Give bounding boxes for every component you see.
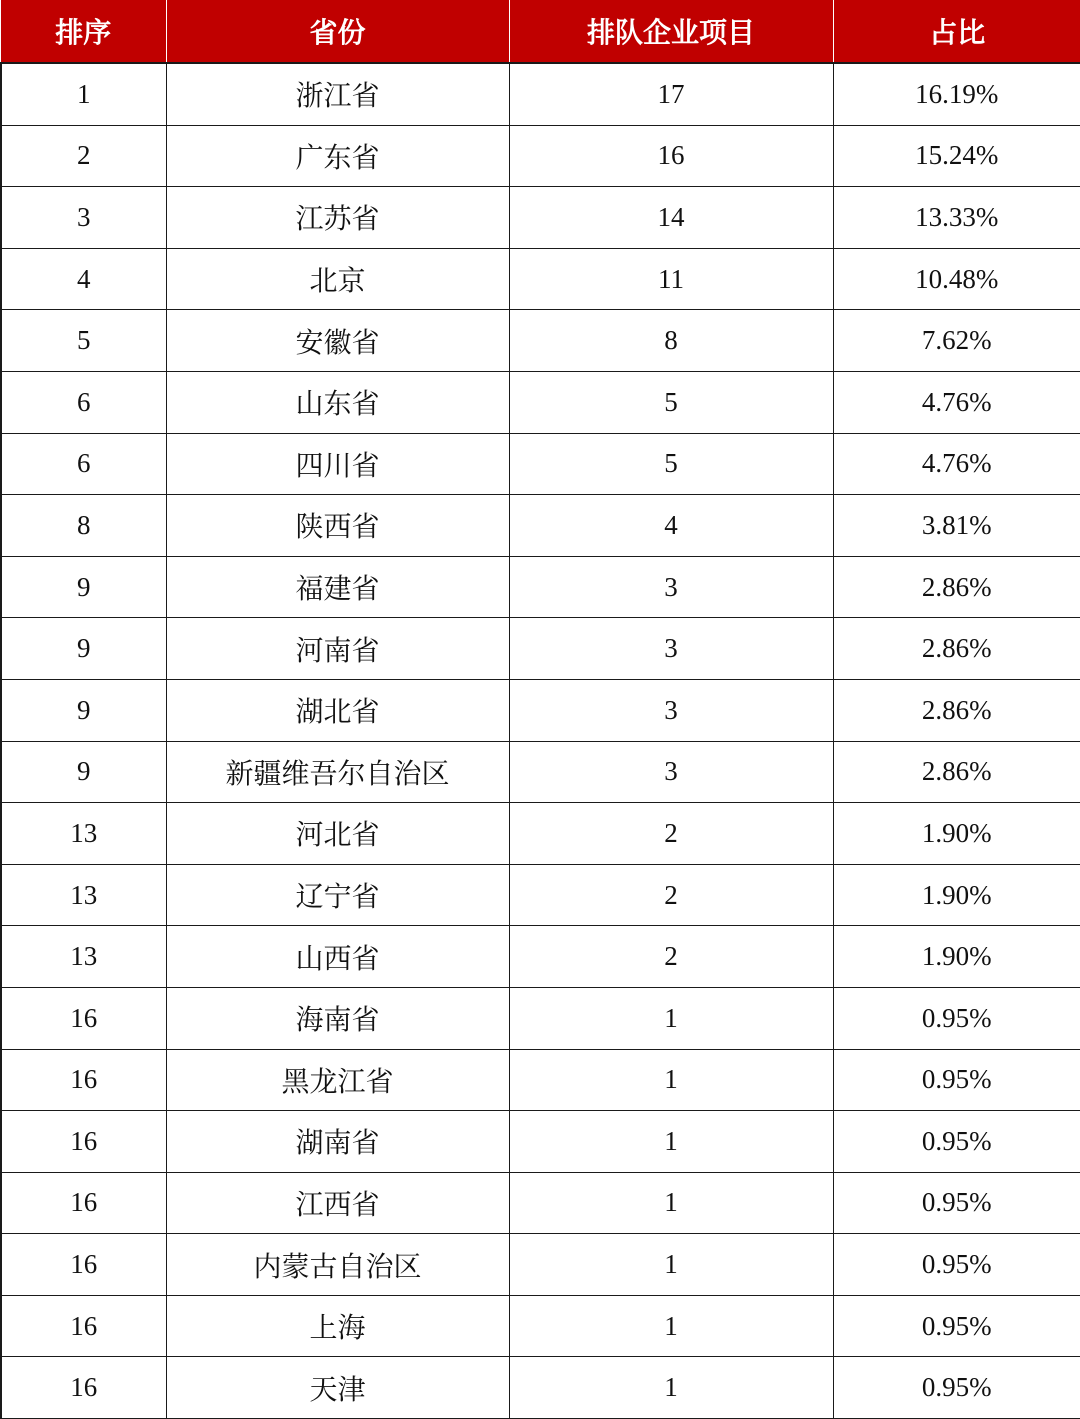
queued-projects-cell: 1 [509,1049,833,1111]
queued-projects-cell: 1 [509,1357,833,1419]
rank-cell: 9 [1,741,166,803]
header-row [1,0,1080,63]
share-cell: 0.95% [833,987,1080,1049]
table-row [1,987,1080,1049]
table-row [1,1234,1080,1296]
queued-projects-cell: 2 [509,864,833,926]
queued-projects-cell: 2 [509,926,833,988]
rank-cell: 3 [1,187,166,249]
province-cell: 山西省 [166,926,509,988]
province-cell: 内蒙古自治区 [166,1234,509,1296]
queued-projects-cell: 4 [509,495,833,557]
rank-cell: 16 [1,1172,166,1234]
rank-cell: 16 [1,1295,166,1357]
queued-projects-cell: 3 [509,618,833,680]
share-cell: 2.86% [833,679,1080,741]
table-row [1,125,1080,187]
queued-projects-cell: 1 [509,1172,833,1234]
queued-projects-cell: 1 [509,987,833,1049]
rank-cell: 6 [1,433,166,495]
province-cell: 江苏省 [166,187,509,249]
share-cell: 2.86% [833,618,1080,680]
rank-cell: 16 [1,1049,166,1111]
rank-cell: 16 [1,1357,166,1419]
queued-projects-cell: 14 [509,187,833,249]
share-cell: 2.86% [833,556,1080,618]
table-row [1,248,1080,310]
share-cell: 2.86% [833,741,1080,803]
table-row [1,495,1080,557]
queued-projects-cell: 8 [509,310,833,372]
table-row [1,433,1080,495]
province-cell: 广东省 [166,125,509,187]
table-row [1,618,1080,680]
province-cell: 天津 [166,1357,509,1419]
rank-cell: 9 [1,679,166,741]
rank-cell: 16 [1,1111,166,1173]
province-cell: 海南省 [166,987,509,1049]
rank-cell: 9 [1,618,166,680]
table-row [1,556,1080,618]
table-row [1,864,1080,926]
queued-projects-cell: 5 [509,371,833,433]
province-cell: 安徽省 [166,310,509,372]
rank-cell: 16 [1,1234,166,1296]
province-cell: 北京 [166,248,509,310]
province-cell: 福建省 [166,556,509,618]
table-row [1,803,1080,865]
share-cell: 3.81% [833,495,1080,557]
table-row [1,741,1080,803]
queued-projects-cell: 1 [509,1295,833,1357]
table-row [1,371,1080,433]
province-cell: 湖南省 [166,1111,509,1173]
rank-cell: 13 [1,803,166,865]
header-province: 省份 [166,0,509,63]
share-cell: 0.95% [833,1049,1080,1111]
province-cell: 河北省 [166,803,509,865]
share-cell: 0.95% [833,1234,1080,1296]
table-body [1,63,1080,1419]
queued-projects-cell: 2 [509,803,833,865]
rank-cell: 5 [1,310,166,372]
share-cell: 16.19% [833,63,1080,125]
header-queued-projects: 排队企业项目 [509,0,833,63]
province-cell: 湖北省 [166,679,509,741]
rank-cell: 16 [1,987,166,1049]
province-cell: 山东省 [166,371,509,433]
table-row [1,926,1080,988]
province-cell: 四川省 [166,433,509,495]
queued-projects-cell: 17 [509,63,833,125]
table-row [1,1049,1080,1111]
share-cell: 0.95% [833,1295,1080,1357]
table-row [1,1111,1080,1173]
table-row [1,1172,1080,1234]
queued-projects-cell: 16 [509,125,833,187]
queued-projects-cell: 3 [509,741,833,803]
table-row [1,1357,1080,1419]
share-cell: 10.48% [833,248,1080,310]
share-cell: 1.90% [833,926,1080,988]
table-row [1,310,1080,372]
share-cell: 4.76% [833,433,1080,495]
province-cell: 浙江省 [166,63,509,125]
queued-projects-cell: 1 [509,1234,833,1296]
share-cell: 0.95% [833,1111,1080,1173]
share-cell: 4.76% [833,371,1080,433]
table-header [1,0,1080,63]
rank-cell: 8 [1,495,166,557]
rank-cell: 13 [1,926,166,988]
share-cell: 0.95% [833,1357,1080,1419]
province-cell: 上海 [166,1295,509,1357]
share-cell: 7.62% [833,310,1080,372]
province-cell: 河南省 [166,618,509,680]
rank-cell: 6 [1,371,166,433]
province-cell: 新疆维吾尔自治区 [166,741,509,803]
table-row [1,187,1080,249]
share-cell: 13.33% [833,187,1080,249]
header-share: 占比 [833,0,1080,63]
table-row [1,63,1080,125]
rank-cell: 4 [1,248,166,310]
share-cell: 1.90% [833,803,1080,865]
share-cell: 0.95% [833,1172,1080,1234]
table-row [1,679,1080,741]
rank-cell: 13 [1,864,166,926]
province-cell: 辽宁省 [166,864,509,926]
table-row [1,1295,1080,1357]
rank-cell: 1 [1,63,166,125]
queued-projects-cell: 1 [509,1111,833,1173]
queued-projects-cell: 5 [509,433,833,495]
rank-cell: 2 [1,125,166,187]
province-cell: 陕西省 [166,495,509,557]
rank-cell: 9 [1,556,166,618]
province-cell: 江西省 [166,1172,509,1234]
province-cell: 黑龙江省 [166,1049,509,1111]
queued-projects-cell: 11 [509,248,833,310]
share-cell: 15.24% [833,125,1080,187]
share-cell: 1.90% [833,864,1080,926]
queued-projects-cell: 3 [509,679,833,741]
header-rank: 排序 [1,0,166,63]
queued-projects-cell: 3 [509,556,833,618]
